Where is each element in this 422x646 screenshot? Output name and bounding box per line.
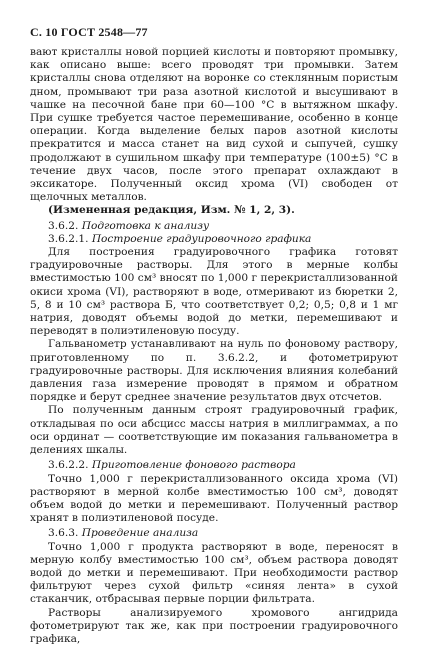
document-body [30, 46, 398, 646]
paragraph-graph-preparation: Для построения градуировочного графика готовят градуировочные растворы. Для этого в мерные колбы вместимостью 100 см³ вносят по 1,000 г перекристаллизованной окиси хрома (VI), растворяют в воде, отмеривают из бюретки 2, 5, 8 и 10 см³ раствора Б, что соответствует 0,2; 0,5; 0,8 и 1 мг натрия, доводят объемы водой до метки, перемешивают и переводят в полиэтиленовую посуду. [30, 246, 398, 338]
section-number: 3.6.2.2. [48, 459, 89, 472]
paragraph-analysis-photometry: Растворы анализируемого хромового ангидрида фотометрируют так же, как при построении градуировочного графика, [30, 606, 398, 645]
section-title: Подготовка к анализу [81, 219, 210, 232]
edition-note: (Измененная редакция, Изм. № 1, 2, 3). [48, 204, 295, 217]
page-header: С. 10 ГОСТ 2548—77 [30, 25, 148, 39]
section-title: Проведение анализа [81, 527, 199, 540]
section-heading-3-6-2 [30, 220, 398, 233]
section-heading-3-6-3 [30, 527, 398, 540]
section-heading-3-6-2-1 [30, 233, 398, 246]
paragraph-plotting: По полученным данным строят градуировочный график, откладывая по оси абсцисс массы натрия в миллиграммах, а по оси ординат — соответствующие им показания гальванометра в делениях шкалы. [30, 404, 398, 457]
section-title: Приготовление фонового раствора [91, 459, 296, 472]
paragraph-galvanometer: Гальванометр устанавливают на нуль по фоновому раствору, приготовленному по п. 3.6.2.2, и фотометрируют градуировочные растворы. Для исключения влияния колебаний давления газа измерение проводят в прямом и обратном порядке и берут среднее значение результатов двух отсчетов. [30, 338, 398, 404]
paragraph-background-solution: Точно 1,000 г перекристаллизованного оксида хрома (VI) растворяют в мерной колбе вместимостью 100 см³, доводят объем водой до метки и перемешивают. Полученный раствор хранят в полиэтиленовой посуде. [30, 472, 398, 525]
section-number: 3.6.3. [48, 527, 79, 540]
section-number: 3.6.2.1. [48, 232, 89, 245]
paragraph-analysis-procedure: Точно 1,000 г продукта растворяют в воде, переносят в мерную колбу вместимостью 100 см³, объем раствора доводят водой до метки и перемешивают. При необходимости раствор фильтруют через сухой фильтр «синяя лента» в сухой стаканчик, отбрасывая первые порции фильтрата. [30, 540, 398, 606]
section-title: Построение градуировочного графика [91, 232, 312, 245]
section-heading-3-6-2-2 [30, 459, 398, 472]
paragraph-continuation: вают кристаллы новой порцией кислоты и повторяют промывку, как описано выше: всего проводят три промывки. Затем кристаллы снова отделяют на воронке со стеклянным пористым дном, промывают три раза азотной кислотой и высушивают в чашке на песочной бане при 60—100 °С в вытяжном шкафу. При сушке требуется частое перемешивание, особенно в конце операции. Когда выделение белых паров азотной кислоты прекратится и масса станет на вид сухой и сыпучей, сушку продолжают в сушильном шкафу при температуре (100±5) °С в течение двух часов, после этого препарат охлаждают в эксикаторе. Полученный оксид хрома (VI) свободен от щелочных металлов. [30, 46, 398, 204]
section-number: 3.6.2. [48, 219, 79, 232]
